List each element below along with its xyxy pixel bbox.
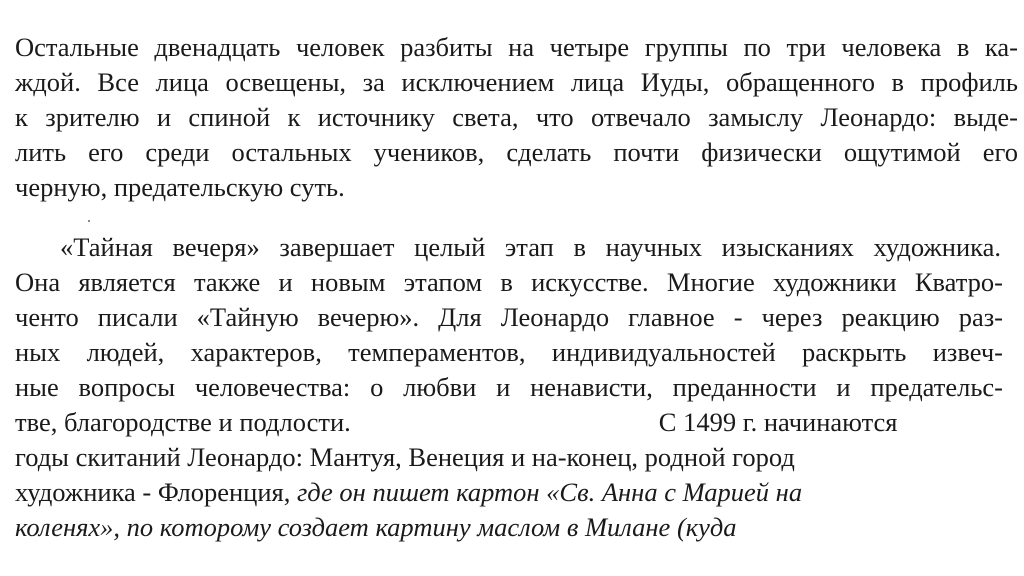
paragraph1-line-1: Остальные двенадцать человек разбиты на четыре группы по три человека в ка-	[15, 32, 1018, 62]
paragraph1-line-3: к зрителю и спиной к источнику света, что отвечало замыслу Леонардо: выде-	[15, 102, 1018, 132]
speck-mark	[88, 220, 90, 222]
paragraph2-line-7: годы скитаний Леонардо: Мантуя, Венеция и на-конец, родной город	[15, 442, 795, 472]
paragraph2-line-8	[15, 477, 1018, 507]
paragraph2-line-8-italic: где он пишет картон «Св. Анна с Марией на	[296, 477, 803, 507]
paragraph2-line-6-start: тве, благородстве и подлости.	[15, 407, 351, 437]
paragraph2-line-1: «Тайная вечеря» завершает целый этап в научных изысканиях художника.	[60, 232, 1001, 262]
paragraph2-line-6	[15, 407, 1018, 437]
paragraph2-line-8-regular: художника - Флоренция,	[15, 477, 297, 507]
paragraph2-line-3: ченто писали «Тайную вечерю». Для Леонардо главное - через реакцию раз-	[15, 302, 1003, 332]
paragraph2-line-4: ных людей, характеров, темпераментов, индивидуальностей раскрыть извеч-	[15, 337, 1003, 367]
paragraph1-line-2: ждой. Все лица освещены, за исключением лица Иуды, обращенного в профиль	[15, 67, 1018, 97]
paragraph2-line-9: коленях», по которому создает картину маслом в Милане (куда	[15, 512, 737, 542]
paragraph1-line-4: лить его среди остальных учеников, сделать почти физически ощутимой его	[15, 137, 1018, 167]
paragraph2-line-2: Она является также и новым этапом в искусстве. Многие художники Кватро-	[15, 267, 1003, 297]
paragraph2-line-5: ные вопросы человечества: о любви и ненависти, преданности и предательс-	[15, 372, 1003, 402]
paragraph1-line-5: черную, предательскую суть.	[15, 172, 345, 202]
paragraph2-line-6-end: С 1499 г. начинаются	[658, 407, 898, 437]
